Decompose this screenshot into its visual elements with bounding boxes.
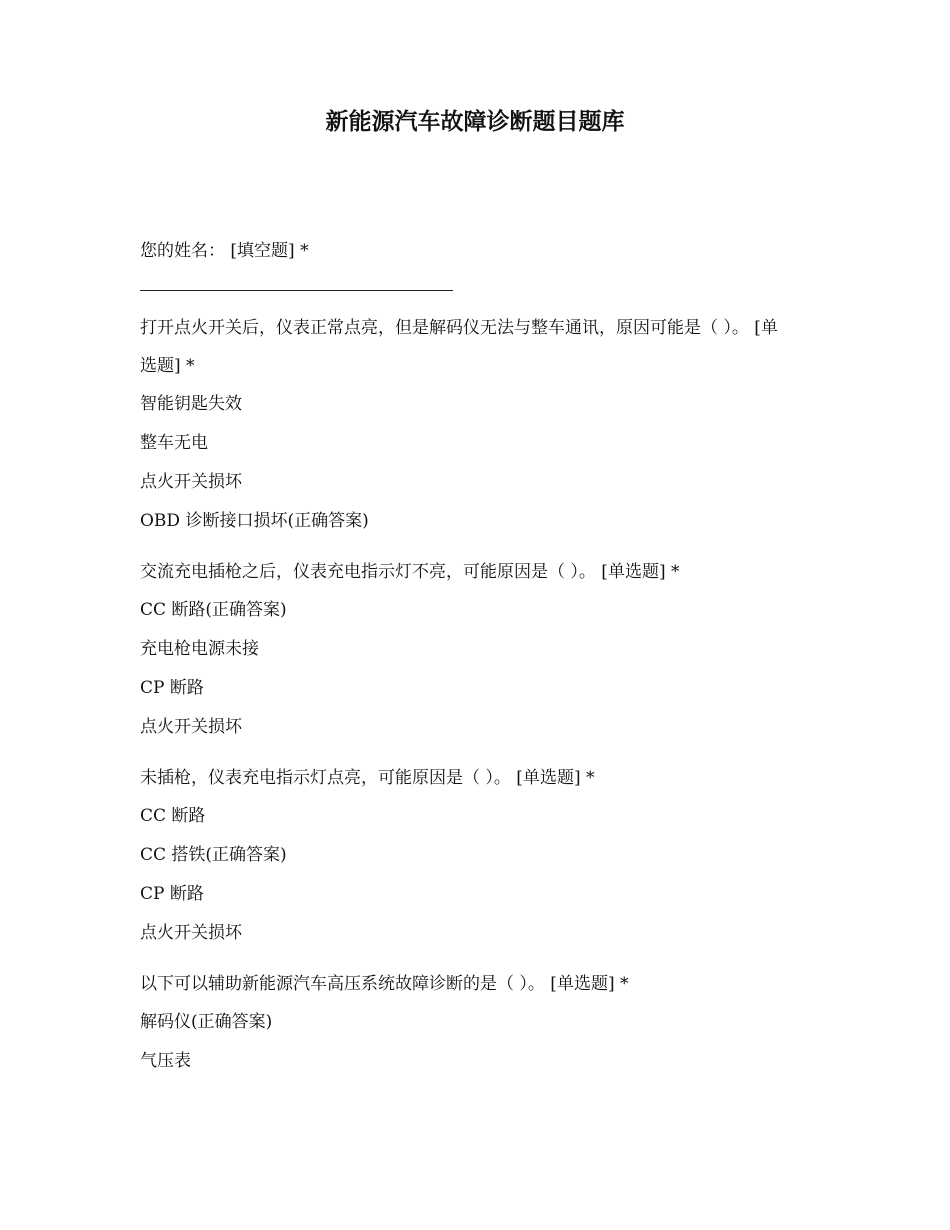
question-5 — [140, 965, 780, 1081]
option-item[interactable]: CP 断路 — [140, 884, 204, 904]
option-item[interactable]: CC 断路(正确答案) — [140, 600, 287, 620]
question-text: 以下可以辅助新能源汽车高压系统故障诊断的是（ ）。 [单选题] * — [140, 974, 629, 994]
option-list — [140, 1003, 780, 1081]
option-item[interactable]: 点火开关损坏 — [140, 717, 242, 737]
option-item[interactable]: 点火开关损坏 — [140, 923, 242, 943]
option-list — [140, 385, 780, 541]
option-item[interactable]: 解码仪(正确答案) — [140, 1012, 273, 1032]
option-item[interactable]: CP 断路 — [140, 678, 204, 698]
option-item[interactable]: 充电枪电源未接 — [140, 639, 259, 659]
question-text: 未插枪，仪表充电指示灯点亮，可能原因是（ ）。 [单选题] * — [140, 768, 595, 788]
option-list — [140, 591, 780, 747]
option-item[interactable]: CC 搭铁(正确答案) — [140, 845, 287, 865]
option-list — [140, 797, 780, 953]
question-4 — [140, 759, 780, 953]
fill-blank-line[interactable] — [140, 290, 453, 291]
option-item[interactable]: OBD 诊断接口损坏(正确答案) — [140, 511, 369, 531]
question-3 — [140, 553, 780, 747]
option-item[interactable]: CC 断路 — [140, 806, 206, 826]
question-text: 打开点火开关后，仪表正常点亮，但是解码仪无法与整车通讯，原因可能是（ ）。 [单选题] * — [140, 318, 778, 376]
question-list — [140, 232, 780, 1093]
option-item[interactable]: 点火开关损坏 — [140, 472, 242, 492]
question-name — [140, 232, 780, 291]
question-text: 交流充电插枪之后，仪表充电指示灯不亮，可能原因是（ ）。 [单选题] * — [140, 562, 680, 582]
option-item[interactable]: 气压表 — [140, 1051, 191, 1071]
question-text: 您的姓名： [填空题] * — [140, 241, 309, 261]
document-title: 新能源汽车故障诊断题目题库 — [325, 109, 625, 135]
option-item[interactable]: 智能钥匙失效 — [140, 394, 242, 414]
question-2 — [140, 309, 780, 541]
option-item[interactable]: 整车无电 — [140, 433, 208, 453]
